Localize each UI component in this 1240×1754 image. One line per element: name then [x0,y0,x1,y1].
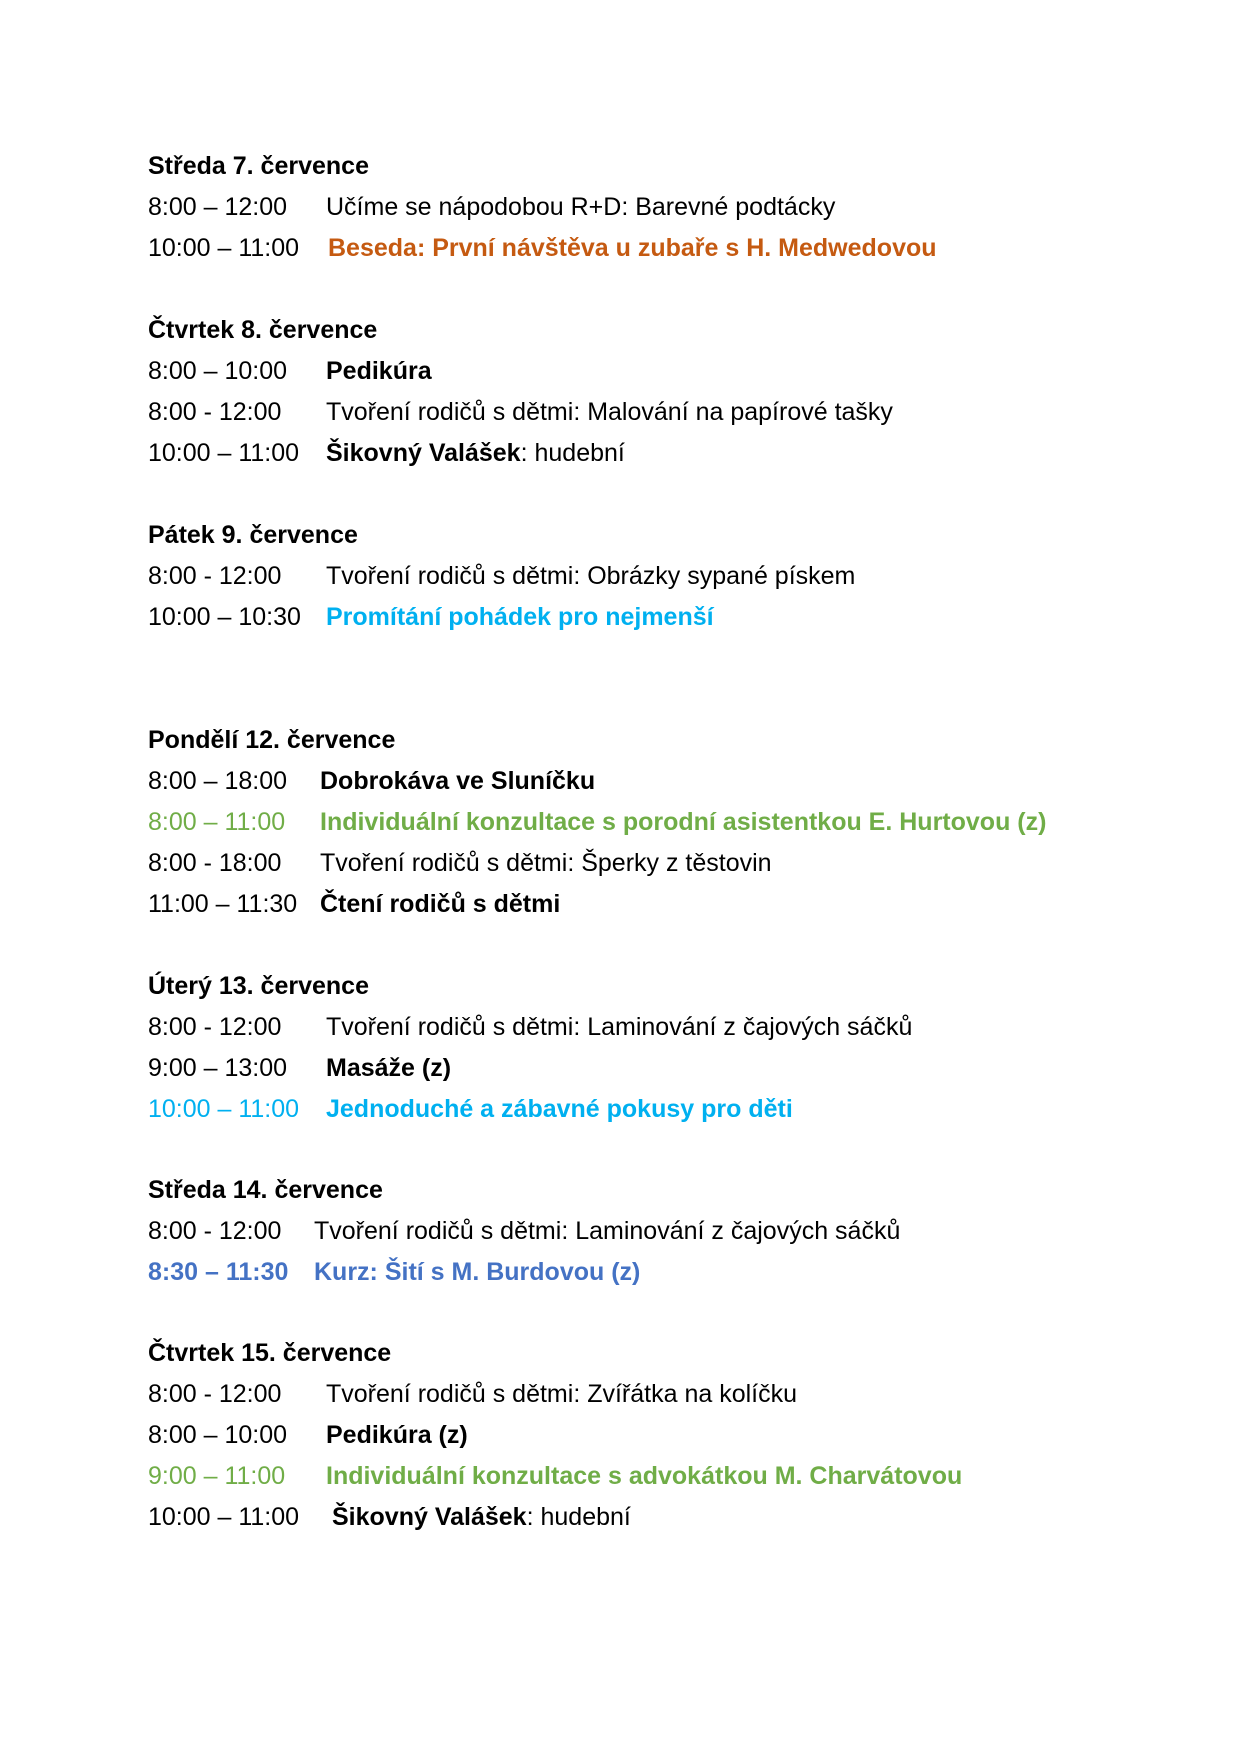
day-section [148,310,1148,474]
event-activity: Tvoření rodičů s dětmi: Malování na papírové tašky [326,398,893,426]
event-row [148,884,1148,925]
event-time: 8:00 - 12:00 [148,1013,282,1041]
event-activity: Jednoduché a zábavné pokusy pro děti [326,1095,793,1123]
event-activity: Beseda: První návštěva u zubaře s H. Medwedovou [328,234,937,262]
day-section [148,1333,1148,1538]
event-time: 8:00 – 10:00 [148,1421,288,1449]
event-row [148,843,1148,884]
event-time: 9:00 – 13:00 [148,1054,288,1082]
event-activity: Kurz: Šití s M. Burdovou (z) [314,1258,641,1286]
event-time: 10:00 – 11:00 [148,234,300,262]
event-activity: Tvoření rodičů s dětmi: Zvířátka na kolíčku [326,1380,798,1408]
event-time: 9:00 – 11:00 [148,1462,286,1490]
event-time: 8:00 – 11:00 [148,808,286,836]
event-row [148,556,1148,597]
event-activity: Individuální konzultace s porodní asistentkou E. Hurtovou (z) [320,808,1047,836]
event-row [148,802,1148,843]
event-activity: Tvoření rodičů s dětmi: Laminování z čajových sáčků [314,1217,901,1245]
event-row [148,597,1148,638]
event-activity: Tvoření rodičů s dětmi: Laminování z čajových sáčků [326,1013,913,1041]
event-row [148,1415,1148,1456]
day-section [148,966,1148,1130]
day-section [148,720,1148,925]
event-time: 8:00 - 12:00 [148,1380,282,1408]
event-time: 8:00 – 12:00 [148,193,288,221]
event-activity: Masáže (z) [326,1054,452,1082]
event-activity-rest: : hudební [526,1503,631,1531]
event-time: 8:00 - 12:00 [148,562,282,590]
event-time: 8:00 – 10:00 [148,357,288,385]
event-activity: Pedikúra [326,357,432,385]
day-title: Čtvrtek 15. července [148,1339,392,1367]
day-title: Pondělí 12. července [148,726,396,754]
event-activity [332,1497,631,1538]
event-activity-bold: Šikovný Valášek [326,439,521,467]
event-row [148,1048,1148,1089]
event-activity: Dobrokáva ve Sluníčku [320,767,596,795]
day-title: Úterý 13. července [148,972,369,1000]
day-title: Středa 7. července [148,152,369,180]
event-time: 10:00 – 11:00 [148,1503,300,1531]
event-row [148,228,1148,269]
event-activity: Pedikúra (z) [326,1421,468,1449]
event-row [148,351,1148,392]
day-title: Pátek 9. července [148,521,358,549]
event-activity: Promítání pohádek pro nejmenší [326,603,714,631]
event-activity [326,433,625,474]
event-time: 10:00 – 11:00 [148,1095,300,1123]
event-time: 8:00 – 18:00 [148,767,288,795]
event-row [148,1089,1148,1130]
event-activity: Tvoření rodičů s dětmi: Obrázky sypané pískem [326,562,856,590]
event-time: 10:00 – 11:00 [148,439,300,467]
event-activity-rest: : hudební [520,439,625,467]
event-row [148,1007,1148,1048]
event-time: 8:30 – 11:30 [148,1258,289,1286]
event-row [148,1252,1148,1293]
event-time: 8:00 - 12:00 [148,1217,282,1245]
event-row [148,433,1148,474]
event-row [148,761,1148,802]
event-row [148,1497,1148,1538]
event-time: 10:00 – 10:30 [148,603,301,631]
event-activity: Učíme se nápodobou R+D: Barevné podtácky [326,193,836,221]
event-activity: Čtení rodičů s dětmi [320,890,561,918]
event-row [148,1211,1148,1252]
event-row [148,1374,1148,1415]
event-row [148,392,1148,433]
day-title: Středa 14. července [148,1176,383,1204]
event-row [148,187,1148,228]
event-activity: Individuální konzultace s advokátkou M. Charvátovou [326,1462,963,1490]
day-section [148,146,1148,269]
day-section [148,1170,1148,1293]
day-section [148,515,1148,638]
event-activity-bold: Šikovný Valášek [332,1503,527,1531]
day-title: Čtvrtek 8. července [148,316,378,344]
event-time: 11:00 – 11:30 [148,890,298,918]
event-activity: Tvoření rodičů s dětmi: Šperky z těstovin [320,849,772,877]
event-time: 8:00 - 12:00 [148,398,282,426]
event-row [148,1456,1148,1497]
event-time: 8:00 - 18:00 [148,849,282,877]
